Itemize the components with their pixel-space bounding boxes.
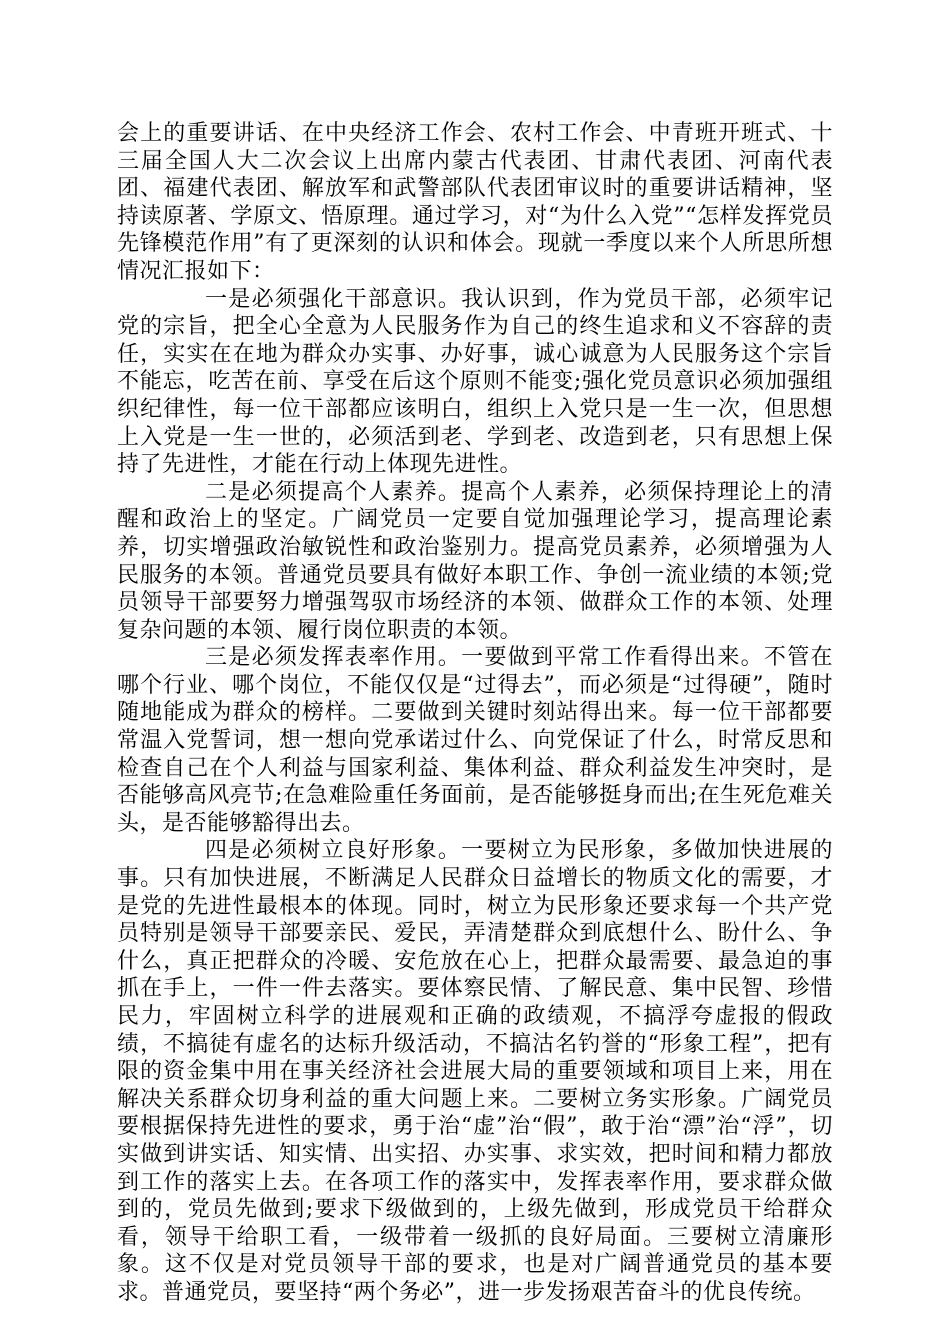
document-body (117, 120, 833, 1307)
paragraph-intro: 会上的重要讲话、在中央经济工作会、农村工作会、中青班开班式、十三届全国人大二次会议上出席内蒙古代表团、甘肃代表团、河南代表团、福建代表团、解放军和武警部队代表团审议时的重要讲话精神，坚持读原著、学原文、悟原理。通过学习，对“为什么入党”“怎样发挥党员先锋模范作用”有了更深刻的认识和体会。现就一季度以来个人所思所想情况汇报如下： (117, 121, 833, 284)
paragraph-point-two: 二是必须提高个人素养。提高个人素养，必须保持理论上的清醒和政治上的坚定。广阔党员一定要自觉加强理论学习，提高理论素养，切实增强政治敏锐性和政治鉴别力。提高党员素养，必须增强为人民服务的本领。普通党员要具有做好本职工作、争创一流业绩的本领;党员领导干部要努力增强驾驭市场经济的本领、做群众工作的本领、处理复杂问题的本领、履行岗位职责的本领。 (117, 479, 833, 643)
paragraph-point-three: 三是必须发挥表率作用。一要做到平常工作看得出来。不管在哪个行业、哪个岗位，不能仅仅是“过得去”，而必须是“过得硬”，随时随地能成为群众的榜样。二要做到关键时刻站得出来。每一位干部都要常温入党誓词，想一想向党承诺过什么、向党保证了什么，时常反思和检查自己在个人利益与国家利益、集体利益、群众利益发生冲突时，是否能够高风亮节;在急难险重任务面前，是否能够挺身而出;在生死危难关头，是否能够豁得出去。 (117, 645, 833, 836)
paragraph-point-four: 四是必须树立良好形象。一要树立为民形象，多做加快进展的事。只有加快进展，不断满足人民群众日益增长的物质文化的需要，才是党的先进性最根本的体现。同时，树立为民形象还要求每一个共产党员特别是领导干部要亲民、爱民，弄清楚群众到底想什么、盼什么、争什么，真正把群众的冷暖、安危放在心上，把群众最需要、最急迫的事抓在手上，一件一件去落实。要体察民情、了解民意、集中民智、珍惜民力，牢固树立科学的进展观和正确的政绩观，不搞浮夸虚报的假政绩，不搞徒有虚名的达标升级活动，不搞沽名钓誉的“形象工程”，把有限的资金集中用在事关经济社会进展大局的重要领域和项目上来，用在解决关系群众切身利益的重大问题上来。二要树立务实形象。广阔党员要根据保持先进性的要求，勇于治“虚”治“假”，敢于治“漂”治“浮”，切实做到讲实话、知实情、出实招、办实事、求实效，把时间和精力都放到工作的落实上去。在各项工作的落实中，发挥表率作用，要求群众做到的，党员先做到;要求下级做到的，上级先做到，形成党员干给群众看，领导干给职工看，一级带着一级抓的良好局面。三要树立清廉形象。这不仅是对党员领导干部的要求，也是对广阔普通党员的基本要求。普通党员，要坚持“两个务必”，进一步发扬艰苦奋斗的优良传统。 (117, 838, 833, 1305)
paragraph-point-one: 一是必须强化干部意识。我认识到，作为党员干部，必须牢记党的宗旨，把全心全意为人民服务作为自己的终生追求和义不容辞的责任，实实在在地为群众办实事、办好事，诚心诚意为人民服务这个宗旨不能忘，吃苦在前、享受在后这个原则不能变;强化党员意识必须加强组织纪律性，每一位干部都应该明白，组织上入党只是一生一次，但思想上入党是一生一世的，必须活到老、学到老、改造到老，只有思想上保持了先进性，才能在行动上体现先进性。 (117, 286, 833, 478)
